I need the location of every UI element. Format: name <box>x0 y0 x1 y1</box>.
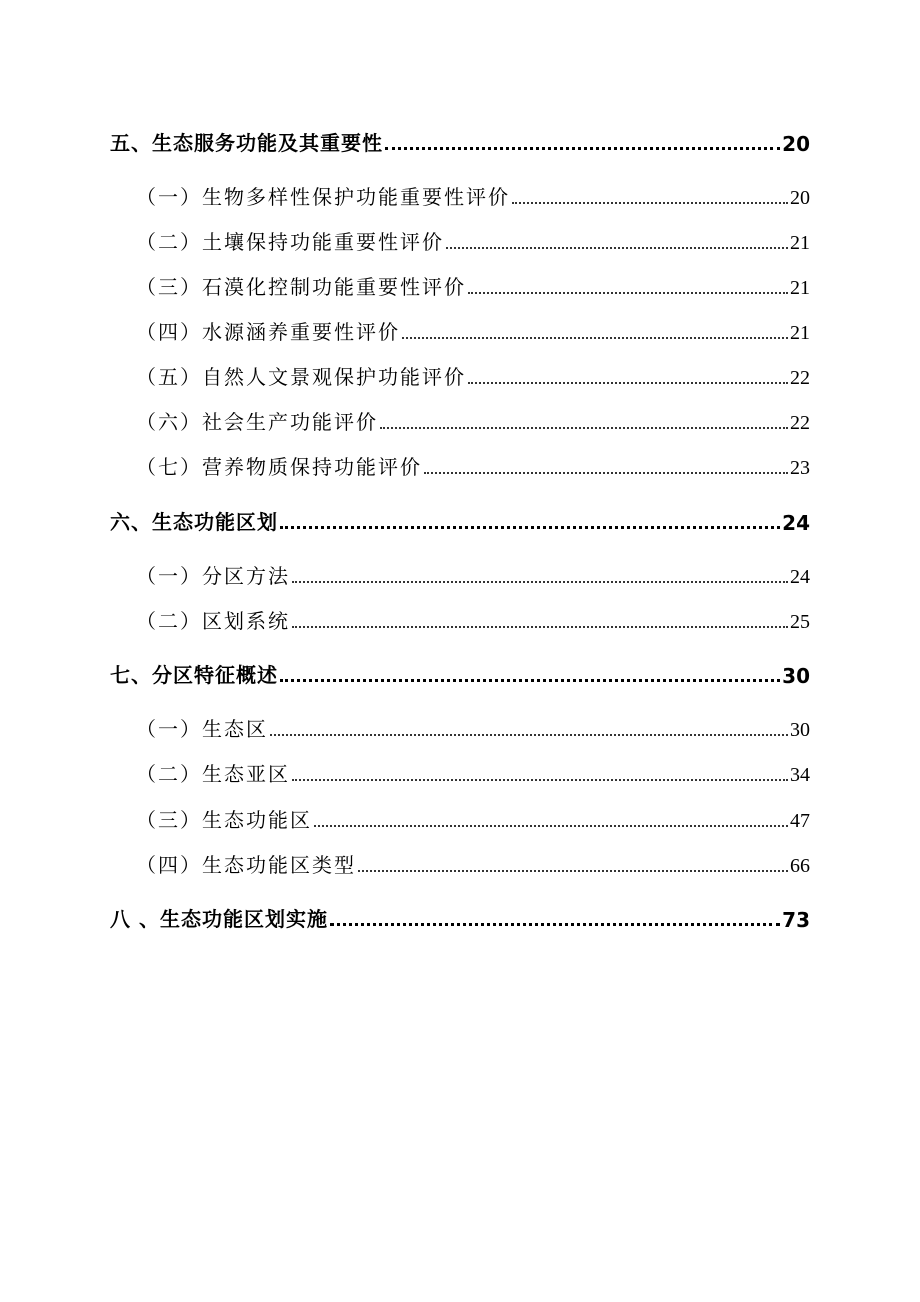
toc-entry-title: （七）营养物质保持功能评价 <box>136 455 422 479</box>
toc-entry-page: 34 <box>790 764 810 786</box>
toc-entry[interactable] <box>136 356 810 390</box>
toc-entry[interactable] <box>136 555 810 589</box>
toc-entry-chapter-7[interactable] <box>110 654 810 688</box>
toc-entry-page: 30 <box>790 719 810 741</box>
dot-leader <box>402 331 788 339</box>
dot-leader <box>270 728 788 736</box>
toc-entry-chapter-5[interactable] <box>110 122 810 156</box>
toc-entry-title: （一）分区方法 <box>136 564 290 588</box>
toc-entry[interactable] <box>136 600 810 634</box>
toc-entry-page: 20 <box>782 132 810 156</box>
toc-entry[interactable] <box>136 799 810 833</box>
dot-leader <box>424 466 788 474</box>
toc-entry[interactable] <box>136 446 810 480</box>
toc-entry-title: 六、生态功能区划 <box>110 510 278 534</box>
toc-entry-title: （四）水源涵养重要性评价 <box>136 320 400 344</box>
toc-entry-page: 22 <box>790 412 810 434</box>
dot-leader <box>292 575 788 583</box>
toc-entry-title: （一）生物多样性保护功能重要性评价 <box>136 185 510 209</box>
toc-entry[interactable] <box>136 311 810 345</box>
toc-entry-page: 73 <box>782 908 810 932</box>
toc-entry[interactable] <box>136 401 810 435</box>
toc-entry-page: 47 <box>790 810 810 832</box>
toc-entry-title: （二）土壤保持功能重要性评价 <box>136 230 444 254</box>
dot-leader <box>330 917 780 926</box>
dot-leader <box>512 196 788 204</box>
toc-entry-title: （一）生态区 <box>136 717 268 741</box>
dot-leader <box>280 673 780 682</box>
dot-leader <box>468 286 788 294</box>
toc-entry-title: 五、生态服务功能及其重要性 <box>110 131 383 155</box>
toc-entry-page: 24 <box>782 511 810 535</box>
dot-leader <box>280 520 780 529</box>
toc-entry[interactable] <box>136 708 810 742</box>
dot-leader <box>385 141 780 150</box>
dot-leader <box>446 241 788 249</box>
toc-entry[interactable] <box>136 266 810 300</box>
toc-entry-title: （四）生态功能区类型 <box>136 853 356 877</box>
dot-leader <box>380 421 788 429</box>
toc-entry-chapter-8[interactable] <box>110 898 810 932</box>
toc-entry-page: 21 <box>790 232 810 254</box>
dot-leader <box>314 819 788 827</box>
toc-entry-page: 24 <box>790 566 810 588</box>
toc-entry[interactable] <box>136 753 810 787</box>
toc-entry-title: （六）社会生产功能评价 <box>136 410 378 434</box>
toc-entry-page: 66 <box>790 855 810 877</box>
toc-entry-title: （三）生态功能区 <box>136 808 312 832</box>
toc-entry-page: 20 <box>790 187 810 209</box>
toc-entry-title: （二）区划系统 <box>136 609 290 633</box>
dot-leader <box>292 620 788 628</box>
toc-entry-chapter-6[interactable] <box>110 501 810 535</box>
toc-entry-page: 22 <box>790 367 810 389</box>
toc-entry-page: 21 <box>790 322 810 344</box>
toc-entry-title: 七、分区特征概述 <box>110 663 278 687</box>
toc-entry-page: 23 <box>790 457 810 479</box>
dot-leader <box>292 773 788 781</box>
toc-entry[interactable] <box>136 221 810 255</box>
toc-entry-title: （五）自然人文景观保护功能评价 <box>136 365 466 389</box>
toc-entry[interactable] <box>136 844 810 878</box>
dot-leader <box>358 864 788 872</box>
dot-leader <box>468 376 788 384</box>
toc-entry-title: 八 、生态功能区划实施 <box>110 907 328 931</box>
toc-entry[interactable] <box>136 176 810 210</box>
toc-entry-title: （三）石漠化控制功能重要性评价 <box>136 275 466 299</box>
toc-entry-title: （二）生态亚区 <box>136 762 290 786</box>
toc-entry-page: 21 <box>790 277 810 299</box>
toc-entry-page: 25 <box>790 611 810 633</box>
toc-entry-page: 30 <box>782 664 810 688</box>
